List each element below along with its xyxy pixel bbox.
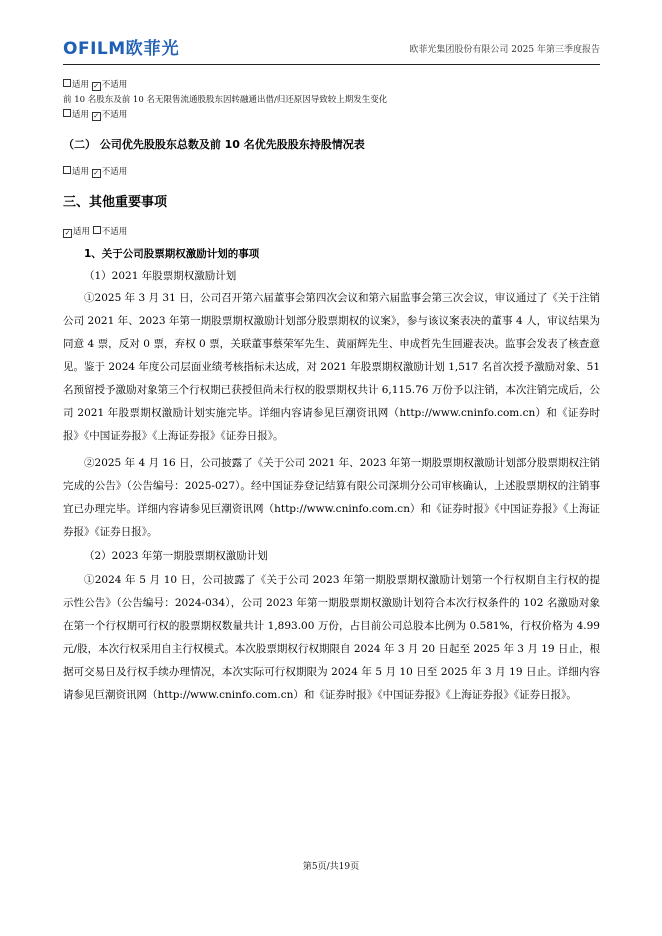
preferred-shareholders-heading: （二） 公司优先股股东总数及前 10 名优先股股东持股情况表	[63, 138, 365, 151]
applicability-toggle-4: ✓ 适用 不适用	[64, 227, 128, 237]
document-body	[63, 79, 600, 707]
checkbox-empty-icon	[63, 79, 71, 87]
lending-change-note: 前 10 名股东及前 10 名无限售流通股股东因转融通出借/归还原因导致较上期发生变化	[63, 95, 388, 105]
paragraph-cancellation-completed: ②2025 年 4 月 16 日，公司披露了《关于公司 2021 年、2023 年第一期股票期权激励计划部分股票期权注销完成的公告》（公告编号：2025-027）。经中国证券登记结算有限公司深圳分公司审核确认，上述股票期权的注销事宜已办理完毕。详细内容请参见巨潮资讯网（http://www.cninfo.com.cn）和《证券时报》《中国证券报》《上海证券报》《证券日报》。	[63, 457, 600, 538]
plan-2021-heading: （1）2021 年股票期权激励计划	[84, 270, 237, 282]
page-number: 第5页/共19页	[302, 862, 360, 872]
checkbox-empty-icon	[93, 226, 101, 234]
stock-option-matters-heading: 1、关于公司股票期权激励计划的事项	[84, 248, 260, 260]
plan-2023-heading: （2）2023 年第一期股票期权激励计划	[84, 550, 268, 562]
checkbox-checked-icon: ✓	[93, 169, 100, 177]
ofilm-logo	[63, 38, 180, 60]
checkbox-checked-icon: ✓	[93, 82, 100, 90]
other-matters-heading: 三、其他重要事项	[63, 195, 168, 210]
paragraph-self-exercise-notice: ①2024 年 5 月 10 日，公司披露了《关于公司 2023 年第一期股票期权激励计划第一个行权期自主行权的提示性公告》（公告编号：2024-034），公司 2023 年第一期股票期权激励计划符合本次行权条件的 102 名激励对象在第一个行权期可行权的股票期权数量共计 1,893.00 万份，占目前公司总股本比例为 0.581%，行权价格为 4.99 元/股，本次行权采用自主行权模式。本次股票期权行权期限自 2024 年 3 月 20 日起至 2025 年 3 月 19 日止，根据可交易日及行权手续办理情况，本次实际可行权期限为 2024 年 5 月 10 日至 2025 年 3 月 19 日止。详细内容请参见巨潮资讯网（http://www.cninfo.com.cn）和《证券时报》《中国证券报》《上海证券报》《证券日报》。	[63, 574, 600, 701]
logo-text-en: OFILM	[63, 39, 126, 59]
applicability-toggle-2: 适用 ✓ 不适用	[63, 109, 600, 121]
logo-text-cn: 欧菲光	[125, 39, 180, 59]
checkbox-empty-icon	[63, 166, 71, 174]
checkbox-empty-icon	[63, 109, 71, 117]
report-title: 欧菲光集团股份有限公司 2025 年第三季度报告	[409, 45, 600, 55]
checkbox-checked-icon: ✓	[93, 112, 100, 120]
checkbox-checked-icon: ✓	[64, 229, 71, 237]
applicability-toggle-3: 适用 ✓ 不适用	[63, 166, 600, 178]
paragraph-cancellation-resolution: ①2025 年 3 月 31 日，公司召开第六届董事会第四次会议和第六届监事会第三次会议，审议通过了《关于注销公司 2021 年、2023 年第一期股票期权激励计划部分股票期权的议案》，参与该议案表决的董事 4 人，审议结果为同意 4 票，反对 0 票，弃权 0 票，关联董事蔡荣军先生、黄丽辉先生、申成哲先生回避表决。监事会发表了核查意见。鉴于 2024 年度公司层面业绩考核指标未达成，对 2021 年股票期权激励计划 1,517 名首次授予激励对象、51 名预留授予激励对象第三个行权期已获授但尚未行权的股票期权共计 6,115.76 万份予以注销，本次注销完成后，公司 2021 年股票期权激励计划实施完毕。详细内容请参见巨潮资讯网（http://www.cninfo.com.cn）和《证券时报》《中国证券报》《上海证券报》《证券日报》。	[63, 292, 600, 442]
applicability-toggle-1: 适用 ✓ 不适用	[63, 79, 600, 91]
page-header	[63, 38, 600, 65]
